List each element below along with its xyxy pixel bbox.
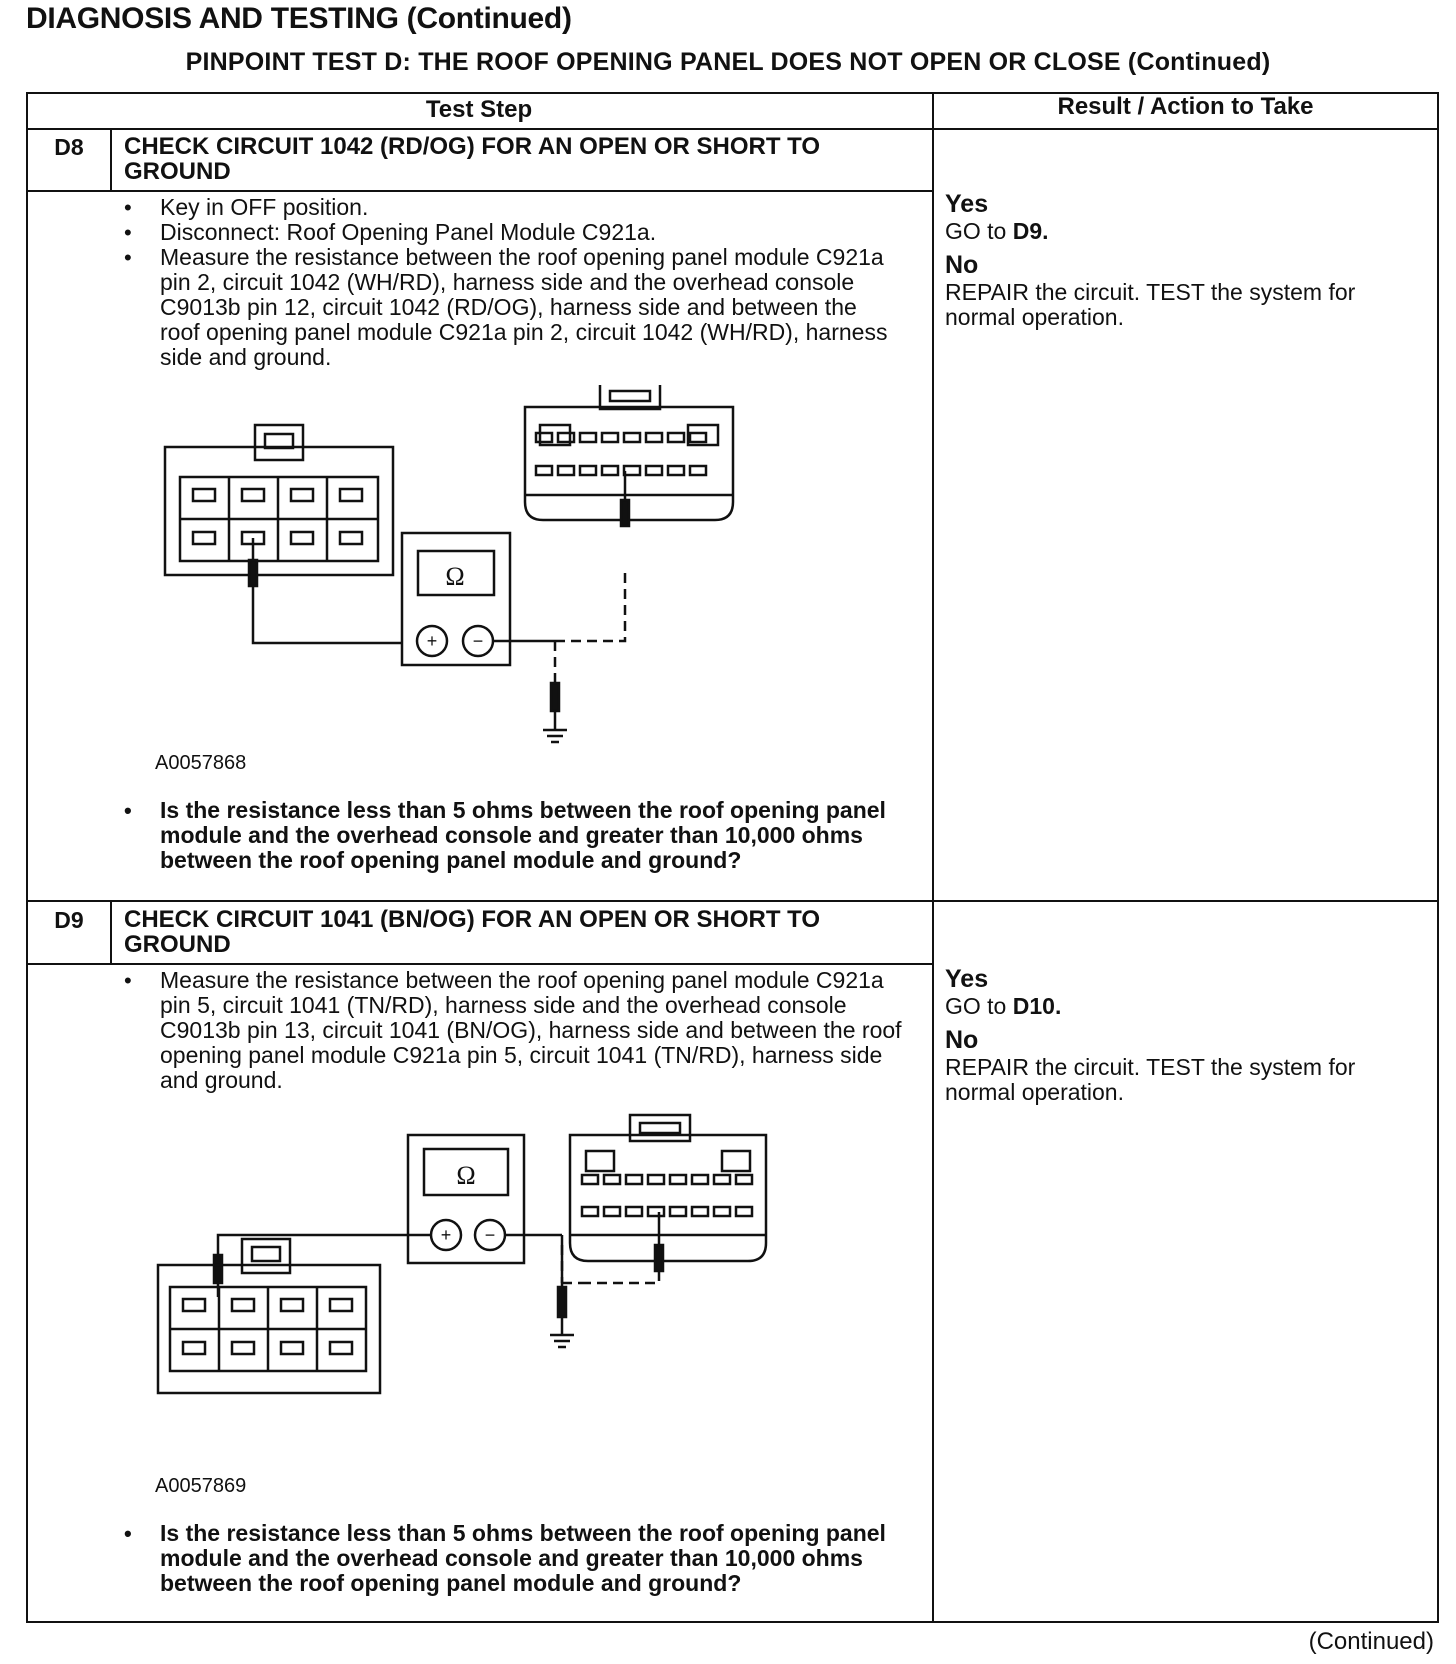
d8-instructions xyxy=(122,195,902,370)
overhead-console-connector-c9013b xyxy=(570,1115,766,1261)
page-title: DIAGNOSIS AND TESTING (Continued) xyxy=(26,2,572,35)
list-item: • Key in OFF position. xyxy=(122,195,902,220)
ohm-symbol: Ω xyxy=(456,1161,476,1190)
figure-id-d8: A0057868 xyxy=(155,752,247,774)
d8-title-divider xyxy=(26,190,932,192)
pinpoint-test-title: PINPOINT TEST D: THE ROOF OPENING PANEL DOES NOT OPEN OR CLOSE (Continued) xyxy=(185,48,1271,76)
pin-row-bottom xyxy=(536,466,706,475)
ground-icon xyxy=(550,1335,574,1347)
d9-title-divider xyxy=(26,963,932,965)
list-item: • Measure the resistance between the roof opening panel module C921a pin 5, circuit 1041 (TN/RD), harness side and the overhead console C9013b pin 13, circuit 1041 (BN/OG), harness side and between the roof opening panel module C921a pin 5, circuit 1041 (TN/RD), harness side and ground. xyxy=(122,968,902,1093)
ground-icon xyxy=(543,730,567,742)
d9-no-label: No xyxy=(945,1026,979,1054)
ohmmeter xyxy=(402,533,510,665)
step-divider xyxy=(26,900,1439,902)
header-divider xyxy=(26,128,1439,130)
figure-id-d9: A0057869 xyxy=(155,1475,247,1497)
plus-terminal: + xyxy=(426,631,438,651)
d9-yes-target: D10. xyxy=(1012,993,1062,1019)
d9-instructions xyxy=(122,968,902,1093)
d9-connector-diagram xyxy=(130,1105,910,1505)
d8-question xyxy=(122,798,902,873)
step-id-d9: D9 xyxy=(54,907,84,933)
d8-no-label: No xyxy=(945,251,979,279)
d8-connector-diagram xyxy=(130,385,910,785)
roof-panel-connector-c921a xyxy=(158,1239,380,1393)
list-item: • Disconnect: Roof Opening Panel Module C921a. xyxy=(122,220,902,245)
minus-terminal: − xyxy=(484,1225,496,1245)
column-header-test-step: Test Step xyxy=(425,96,533,123)
step-id-d8: D8 xyxy=(54,134,84,160)
list-item: • Measure the resistance between the roof opening panel module C921a pin 2, circuit 1042 (WH/RD), harness side and the overhead console C9013b pin 12, circuit 1042 (RD/OG), harness side and between the roof opening panel module C921a pin 2, circuit 1042 (WH/RD), harness side and ground. xyxy=(122,245,902,370)
ohm-symbol: Ω xyxy=(445,562,465,591)
minus-terminal: − xyxy=(472,631,484,651)
d8-id-divider xyxy=(110,128,112,190)
d8-yes-target: D9. xyxy=(1012,218,1049,244)
roof-panel-connector-c921a xyxy=(165,425,393,575)
list-item: • Is the resistance less than 5 ohms between the roof opening panel module and the overhead console and greater than 10,000 ohms between the roof opening panel module and ground? xyxy=(122,798,902,873)
d8-yes-label: Yes xyxy=(945,190,989,218)
pin-row-top xyxy=(536,433,706,442)
d9-id-divider xyxy=(110,900,112,963)
ohmmeter xyxy=(408,1135,524,1263)
d9-yes-action: GO to D10. xyxy=(945,993,1062,1019)
pin-row-top xyxy=(582,1175,752,1184)
d8-no-action: REPAIR the circuit. TEST the system for normal operation. xyxy=(945,279,1356,330)
step-title-d8: CHECK CIRCUIT 1042 (RD/OG) FOR AN OPEN OR SHORT TO GROUND xyxy=(124,133,821,185)
column-divider xyxy=(932,92,934,1623)
step-title-d9: CHECK CIRCUIT 1041 (BN/OG) FOR AN OPEN OR SHORT TO GROUND xyxy=(124,906,821,958)
d9-no-action: REPAIR the circuit. TEST the system for normal operation. xyxy=(945,1054,1356,1105)
d8-yes-action: GO to D9. xyxy=(945,218,1049,244)
column-header-result: Result / Action to Take xyxy=(1057,93,1314,120)
pin-row-bottom xyxy=(582,1207,752,1216)
continued-note: (Continued) xyxy=(1308,1628,1434,1655)
list-item: • Is the resistance less than 5 ohms between the roof opening panel module and the overhead console and greater than 10,000 ohms between the roof opening panel module and ground? xyxy=(122,1521,902,1596)
plus-terminal: + xyxy=(440,1225,452,1245)
d9-question xyxy=(122,1521,902,1596)
d9-yes-label: Yes xyxy=(945,965,989,993)
